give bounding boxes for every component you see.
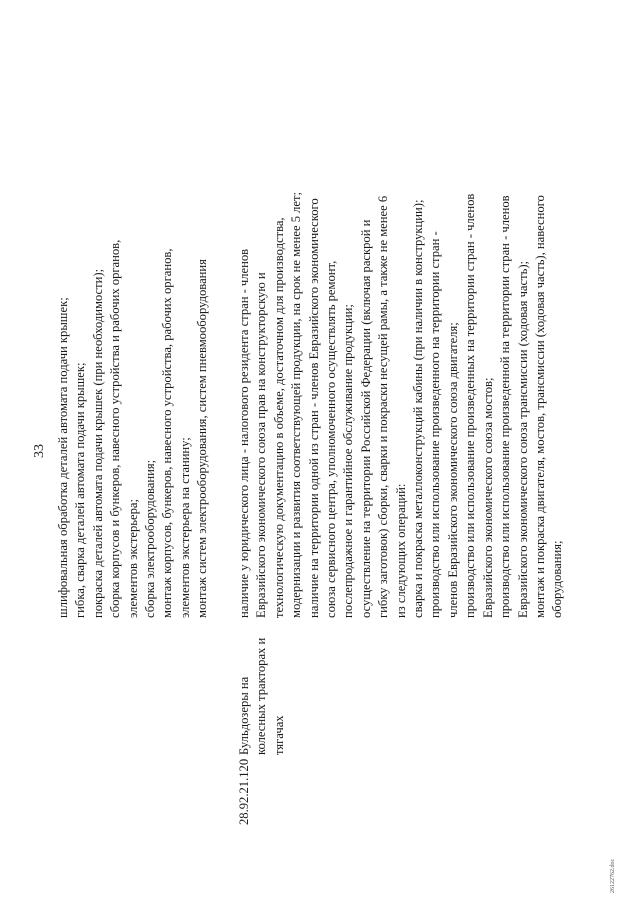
requirement-line: Евразийского экономического союза трансмиссии (ходовая часть); — [515, 260, 530, 618]
requirement-line: гибку заготовок) сборки, сварки и покраски несущей рамы, а также не менее 6 — [376, 195, 391, 618]
continuation-line: гибка, сварка деталей автомата подачи крышек; — [73, 362, 88, 618]
requirement-line: Евразийского экономического союза прав на конструкторскую и — [254, 272, 269, 618]
requirement-line: производство или использование произведенных на территории стран - членов — [463, 193, 478, 618]
requirement-line: Евразийского экономического союза мостов; — [480, 377, 495, 618]
requirement-line: производство или использование произведенной на территории стран - членов — [498, 195, 513, 618]
requirement-line: оборудования; — [550, 540, 565, 618]
requirement-line: из следующих операций: — [393, 483, 408, 618]
requirement-line: наличие у юридического лица - налогового резидента стран - членов — [237, 248, 251, 618]
requirement-line: сварка и покраска металлоконструкций кабины (при наличии в конструкции); — [411, 199, 426, 618]
product-name: Бульдозеры на колесных тракторах и тягачах — [237, 637, 286, 755]
continuation-line: монтаж корпусов, бункеров, навесного устройства, рабочих органов, — [160, 248, 175, 618]
requirement-line: модернизации и развития соответствующей продукции, на срок не менее 5 лет; — [289, 191, 304, 618]
continuation-line: сборка электрооборудования; — [143, 459, 158, 618]
continuation-line: элементов экстерьера; — [125, 499, 140, 618]
continuation-line: покраска деталей автомата подачи крышек (при необходимости); — [90, 268, 105, 618]
page-number: 33 — [32, 444, 47, 458]
continuation-line: монтаж систем электрооборудования, систем пневмооборудования — [195, 259, 210, 618]
continuation-line: сборка корпусов и бункеров, навесного устройства и рабочих органов, — [108, 239, 123, 618]
okpd-code: 28.92.21.120 — [237, 758, 251, 825]
continuation-text — [55, 240, 212, 618]
requirement-line: наличие на территории одной из стран - членов Евразийского экономического — [306, 198, 321, 618]
requirement-line: производство или использование произведенного на территории стран - — [428, 231, 443, 618]
continuation-line: элементов экстерьера на станину; — [177, 437, 192, 618]
requirement-line: послепродажное и гарантийное обслуживание продукции; — [341, 304, 356, 618]
requirement-line: монтаж и покраска двигателя, мостов, трансмиссии (ходовая часть), навесного — [532, 195, 547, 618]
requirement-line: союза сервисного центра, уполномоченного осуществлять ремонт, — [324, 260, 339, 618]
requirements-text — [236, 192, 567, 618]
requirement-line: осуществление на территории Российской Федерации (включая раскрой и — [358, 219, 373, 618]
continuation-line: шлифовальная обработка деталей автомата подачи крышек; — [56, 297, 70, 618]
requirement-line: технологическую документацию в объеме, достаточном для производства, — [271, 217, 286, 618]
requirement-line: членов Евразийского экономического союза двигателя; — [445, 322, 460, 618]
footer-filename: 26122762.doc — [610, 858, 616, 893]
